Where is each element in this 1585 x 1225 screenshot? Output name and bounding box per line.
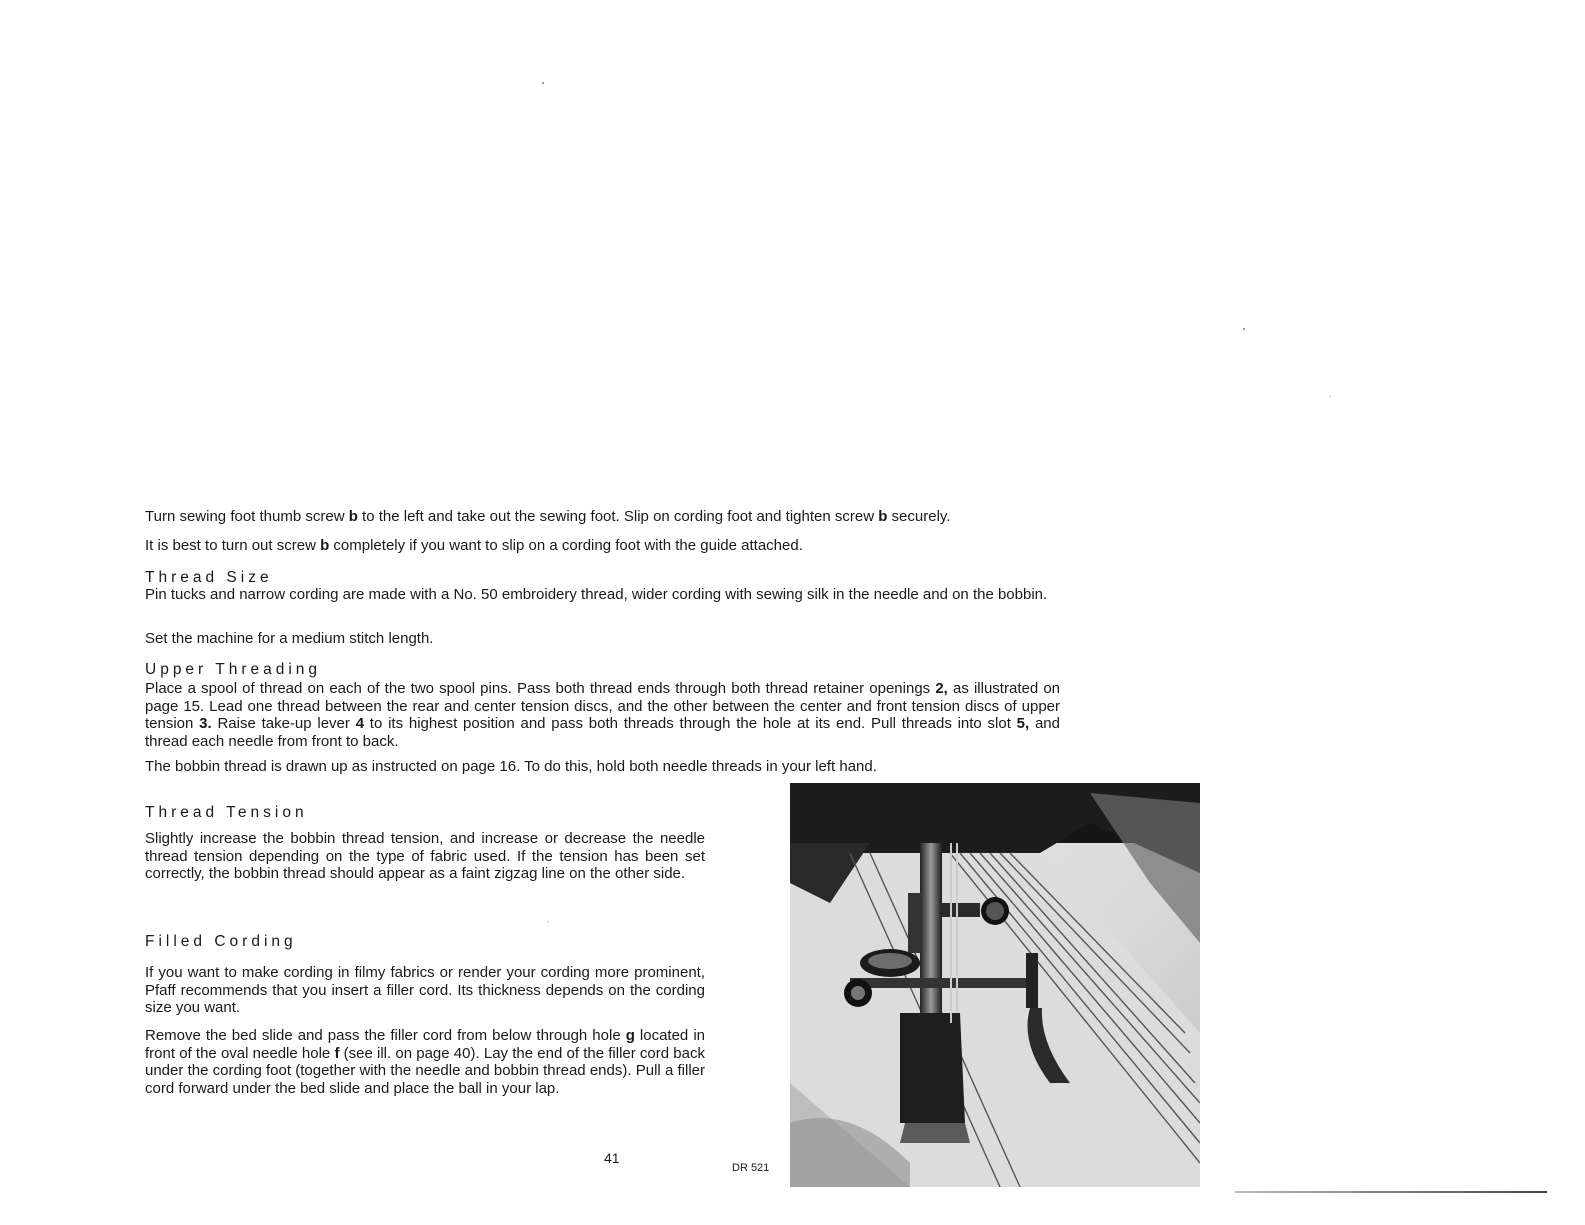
ref-label: 2, <box>935 680 948 697</box>
cording-foot-photo <box>790 783 1200 1187</box>
ref-label: b <box>878 508 888 525</box>
scan-speck <box>542 82 544 84</box>
text: located in front of the oval needle hole <box>145 1027 705 1062</box>
photo-code: DR 521 <box>732 1162 770 1174</box>
text: It is best to turn out screw <box>145 537 321 554</box>
intro-line-1 <box>145 508 950 525</box>
filled-cording-text-2 <box>145 1027 705 1097</box>
page-number: 41 <box>604 1150 620 1166</box>
text: to the left and take out the sewing foot. Slip on cording foot and tighten screw <box>357 508 879 525</box>
text: to its highest position and pass both threads through the hole at its end. Pull threads into slot <box>364 715 1017 732</box>
heading-upper-threading: Upper Threading <box>145 661 322 678</box>
bobbin-thread-text: The bobbin thread is drawn up as instructed on page 16. To do this, hold both needle threads in your left hand. <box>145 758 877 775</box>
heading-thread-size: Thread Size <box>145 569 273 586</box>
filled-cording-text-1: If you want to make cording in filmy fabrics or render your cording more prominent, Pfaff recommends that you insert a filler cord. Its thickness depends on the cording size you want. <box>145 964 705 1016</box>
heading-thread-tension: Thread Tension <box>145 804 308 821</box>
text: Turn sewing foot thumb screw <box>145 508 349 525</box>
thread-tension-text: Slightly increase the bobbin thread tension, and increase or decrease the needle thread tension depending on the type of fabric used. If the tension has been set correctly, the bobbin thread should appear as a faint zigzag line on the other side. <box>145 830 705 882</box>
scan-speck <box>547 921 548 922</box>
ref-label: f <box>334 1044 340 1062</box>
ref-label: 5, <box>1016 715 1030 732</box>
text: completely if you want to slip on a cording foot with the guide attached. <box>329 537 803 554</box>
text: (see ill. on page 40). Lay the end of the filler cord back under the cording foot (together with the needle and bobbin thread ends). Pull a filler cord forward under the bed slide and place the ball in your lap. <box>145 1044 705 1097</box>
scan-speck <box>1330 396 1331 397</box>
ref-label: 4 <box>355 715 365 732</box>
text: as illustrated on page 15. Lead one thread between the rear and center tension discs, and the other between the center and front tension discs of upper tension <box>145 680 1060 732</box>
text: Remove the bed slide and pass the filler cord from below through hole <box>145 1027 626 1044</box>
scan-speck <box>1243 328 1245 330</box>
ref-label: g <box>625 1027 635 1044</box>
heading-filled-cording: Filled Cording <box>145 933 297 950</box>
text: and thread each needle from front to back. <box>145 715 1060 750</box>
text: Place a spool of thread on each of the two spool pins. Pass both thread ends through both thread retainer openings <box>145 680 936 697</box>
ref-label: b <box>348 508 358 525</box>
intro-line-2 <box>145 537 803 554</box>
stitch-length-text: Set the machine for a medium stitch length. <box>145 630 434 647</box>
ref-label: 3. <box>199 715 212 732</box>
upper-threading-text <box>145 680 1060 750</box>
text: Raise take-up lever <box>211 715 356 732</box>
bottom-edge-line <box>1235 1191 1547 1193</box>
thread-size-text: Pin tucks and narrow cording are made with a No. 50 embroidery thread, wider cording with sewing silk in the needle and on the bobbin. <box>145 586 1048 603</box>
text: securely. <box>887 508 951 525</box>
ref-label: b <box>320 537 330 554</box>
